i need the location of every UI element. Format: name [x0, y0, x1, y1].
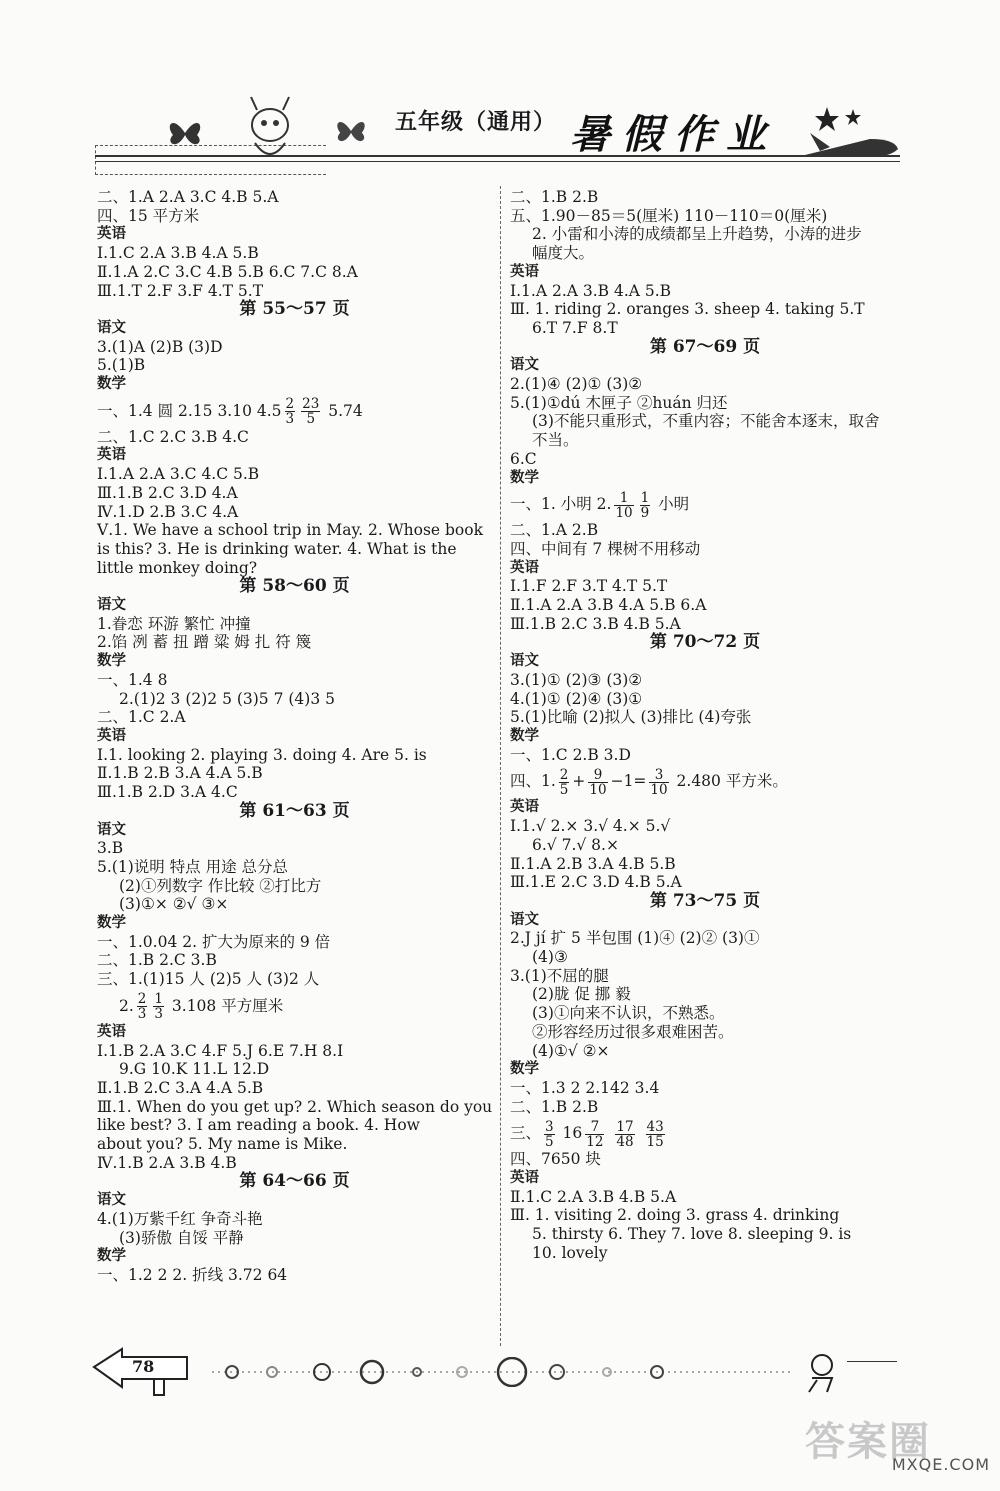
- page-range-heading: [510, 892, 900, 911]
- line-text: 10. lovely: [532, 1243, 608, 1262]
- answer-line: [510, 615, 900, 634]
- answer-line: [97, 671, 492, 690]
- line-text: 四、中间有 7 棵树不用移动: [510, 539, 701, 558]
- grade-label: 五年级（通用）: [395, 109, 557, 135]
- answer-line: [510, 817, 900, 836]
- line-text: 数学: [97, 376, 126, 393]
- line-text: about you? 5. My name is Mike.: [97, 1135, 348, 1154]
- line-text: Ⅰ.1.√ 2.× 3.√ 4.× 5.√: [510, 817, 671, 836]
- line-text: 英语: [510, 559, 539, 576]
- page-range-heading: [97, 1172, 492, 1191]
- answer-line: [97, 1266, 492, 1285]
- answer-line: [97, 746, 492, 765]
- line-text: 一、1. 小明 2.: [510, 495, 612, 514]
- line-text: Ⅰ.1.F 2.F 3.T 4.T 5.T: [510, 577, 668, 596]
- line-text: Ⅱ.1.B 2.B 3.A 4.A 5.B: [97, 764, 263, 783]
- answer-column-right: [510, 188, 900, 1263]
- line-text: 数学: [510, 1061, 539, 1078]
- line-text: like best? 3. I am reading a book. 4. How: [97, 1116, 420, 1135]
- line-text: 一、1.3 2 2.142 3.4: [510, 1078, 660, 1097]
- subject-heading: [97, 375, 492, 394]
- line-text: 英语: [510, 263, 539, 280]
- answer-line: 四、1. $\frac{2}{5}$ + $\frac{9}{10}$ −1= $\frac{3}{10}$ 2.480 平方米。: [510, 766, 788, 798]
- line-text: Ⅲ.1.B 2.C 3.D 4.A: [97, 483, 238, 502]
- answer-line: [97, 207, 492, 226]
- line-text: 语文: [510, 911, 539, 928]
- page-range-heading: [97, 577, 492, 596]
- answer-line: 一、1.4 圆 2.15 3.10 4.5 $\frac{2}{3}$ $\frac{23}{5}$ 5.74: [97, 396, 363, 428]
- line-text: 英语: [510, 799, 539, 816]
- answer-line: 三、 $\frac{3}{5}$ 16 $\frac{7}{12}$ $\frac{17}{48}$ $\frac{43}{15}$: [510, 1118, 664, 1150]
- answer-line: [97, 1210, 492, 1229]
- answer-line: [510, 836, 900, 855]
- line-text: 一、1.0.04 2. 扩大为原来的 9 倍: [97, 932, 331, 951]
- line-text: Ⅱ.1.A 2.B 3.A 4.B 5.B: [510, 854, 676, 873]
- answer-line: [510, 207, 900, 226]
- answer-line: [97, 540, 492, 559]
- line-text: Ⅲ.1.T 2.F 3.F 4.T 5.T: [97, 281, 264, 300]
- line-text: (3)①向来不认识，不熟悉。: [532, 1004, 725, 1023]
- answer-line: [510, 431, 900, 450]
- line-text: 4.(1)① (2)④ (3)①: [510, 689, 643, 708]
- answer-line: [97, 970, 492, 989]
- line-text: 第 67～69 页: [649, 336, 761, 357]
- subject-heading: [97, 727, 492, 746]
- subject-heading: [510, 727, 900, 746]
- line-text: 3.(1)① (2)③ (3)②: [510, 670, 643, 689]
- answer-line: [510, 282, 900, 301]
- subject-heading: [510, 911, 900, 930]
- answer-line: [510, 855, 900, 874]
- line-text: 二、1.C 2.C 3.B 4.C: [97, 427, 249, 446]
- watermark-logo: 答案圈: [805, 1419, 931, 1465]
- line-text: Ⅱ.1.A 2.A 3.B 4.A 5.B 6.A: [510, 596, 707, 615]
- book-title: 暑假作业: [570, 111, 778, 158]
- answer-line: [510, 188, 900, 207]
- subject-heading: [97, 1247, 492, 1266]
- line-text: 3.B: [97, 839, 124, 858]
- line-text: 第 61～63 页: [239, 800, 350, 821]
- line-text: 第 73～75 页: [649, 890, 761, 911]
- answer-line: [510, 540, 900, 559]
- page-range-heading: [97, 802, 492, 821]
- page-range-heading: [510, 633, 900, 652]
- answer-line: [97, 877, 492, 896]
- line-text: 3.(1)不屈的腿: [510, 966, 609, 985]
- rocket-icon: [800, 125, 900, 170]
- line-text: (2)①列数字 作比较 ②打比方: [119, 876, 322, 895]
- line-text: 5.(1)①dú 木匣子 ②huán 归还: [510, 393, 728, 412]
- line-text: 四、7650 块: [510, 1150, 601, 1169]
- fraction: $\frac{43}{15}$: [646, 1118, 664, 1150]
- line-text: 二、1.C 2.A: [97, 708, 186, 727]
- page-range-heading: [510, 338, 900, 357]
- subject-heading: [97, 1191, 492, 1210]
- line-text: Ⅲ.1.B 2.D 3.A 4.C: [97, 783, 238, 802]
- line-text: 二、1.B 2.B: [510, 1097, 599, 1116]
- line-text: 语文: [97, 597, 126, 614]
- answer-line: [510, 596, 900, 615]
- fraction: $\frac{3}{5}$: [545, 1118, 554, 1150]
- line-text: 数学: [510, 469, 539, 486]
- answer-line: [97, 783, 492, 802]
- line-text: 2.J jí 扩 5 半包围 (1)④ (2)② (3)①: [510, 929, 760, 948]
- subject-heading: [510, 1060, 900, 1079]
- line-text: 幅度大。: [532, 244, 595, 263]
- answer-line: [510, 985, 900, 1004]
- answer-line: [510, 929, 900, 948]
- line-text: Ⅱ.1.C 2.A 3.B 4.B 5.A: [510, 1187, 677, 1206]
- subject-heading: [97, 1023, 492, 1042]
- answer-line: [510, 1023, 900, 1042]
- fraction: $\frac{2}{3}$: [285, 396, 295, 428]
- answer-line: [97, 282, 492, 301]
- subject-heading: [510, 356, 900, 375]
- answer-line: [97, 708, 492, 727]
- answer-line: [510, 1225, 900, 1244]
- line-text: 5.(1)B: [97, 356, 146, 375]
- answer-line: [510, 394, 900, 413]
- line-text: 2.馅 冽 蓄 扭 蹭 粱 姆 扎 符 篾: [97, 633, 312, 652]
- answer-line: [97, 1135, 492, 1154]
- line-text: 第 64～66 页: [239, 1171, 350, 1192]
- line-text: 五、1.90－85＝5(厘米) 110－110＝0(厘米): [510, 206, 828, 225]
- answer-line: [97, 1154, 492, 1173]
- answer-line: [97, 839, 492, 858]
- line-text: 二、1.A 2.A 3.C 4.B 5.A: [97, 188, 279, 206]
- line-text: 2. 小雷和小涛的成绩都呈上升趋势，小涛的进步: [532, 225, 862, 244]
- line-text: Ⅳ.1.B 2.A 3.B 4.B: [97, 1153, 237, 1172]
- line-text: 2.: [119, 996, 134, 1015]
- line-text: 第 58～60 页: [239, 576, 350, 597]
- answer-line: [510, 375, 900, 394]
- subject-heading: [97, 596, 492, 615]
- line-text: 数学: [510, 727, 539, 744]
- subject-heading: [97, 652, 492, 671]
- answer-line: [510, 1206, 900, 1225]
- line-text: 5.(1)比喻 (2)拟人 (3)排比 (4)夸张: [510, 708, 752, 727]
- answer-line: [97, 1116, 492, 1135]
- subject-heading: [97, 914, 492, 933]
- line-text: 5. thirsty 6. They 7. love 8. sleeping 9. is: [532, 1225, 852, 1244]
- line-text: 5.(1)说明 特点 用途 总分总: [97, 857, 289, 876]
- line-text: 语文: [97, 319, 126, 336]
- line-text: 第 70～72 页: [649, 632, 761, 653]
- line-text: 二、1.A 2.B: [510, 521, 599, 540]
- line-text: (3)骄傲 自馁 平静: [119, 1228, 244, 1247]
- line-text: Ⅰ.1. looking 2. playing 3. doing 4. Are 5. is: [97, 745, 427, 764]
- line-text: 二、1.B 2.C 3.B: [97, 951, 217, 970]
- answer-line: [97, 188, 492, 207]
- line-text: 英语: [97, 226, 126, 243]
- line-text: Ⅲ. 1. visiting 2. doing 3. grass 4. drinking: [510, 1206, 840, 1225]
- fraction: $\frac{2}{3}$: [137, 991, 147, 1023]
- page-footer: [92, 1345, 900, 1400]
- answer-line: [510, 244, 900, 263]
- answer-line: [97, 764, 492, 783]
- line-text: 6.√ 7.√ 8.×: [532, 835, 619, 854]
- answer-line: [97, 633, 492, 652]
- line-text: 语文: [510, 653, 539, 670]
- subject-heading: [97, 225, 492, 244]
- line-text: 第 55～57 页: [239, 299, 350, 320]
- mascot-runner-icon: [797, 1350, 847, 1395]
- answer-line: [97, 1042, 492, 1061]
- line-text: 数学: [97, 915, 126, 932]
- fraction: $\frac{23}{5}$: [302, 396, 320, 428]
- answer-line: [97, 244, 492, 263]
- line-text: (3)①× ②√ ③×: [119, 895, 229, 914]
- answer-line: [97, 951, 492, 970]
- line-text: 一、1.2 2 2. 折线 3.72 64: [97, 1265, 288, 1284]
- answer-line: [97, 690, 492, 709]
- answer-line: [97, 615, 492, 634]
- line-text: Ⅰ.1.C 2.A 3.B 4.A 5.B: [97, 244, 259, 263]
- subject-heading: [97, 821, 492, 840]
- answer-line: [97, 559, 492, 578]
- answer-line: [510, 319, 900, 338]
- line-text: 2.(1)④ (2)① (3)②: [510, 375, 643, 394]
- line-text: 3.(1)A (2)B (3)D: [97, 337, 223, 356]
- line-text: 2.(1)2 3 (2)2 5 (3)5 7 (4)3 5: [119, 689, 335, 708]
- decorative-circles: [212, 1357, 792, 1387]
- line-text: 语文: [97, 821, 126, 838]
- fraction: $\frac{2}{5}$: [559, 766, 569, 798]
- line-text: 4.(1)万紫千红 争奇斗艳: [97, 1209, 263, 1228]
- answer-line: [97, 465, 492, 484]
- page-range-heading: [97, 300, 492, 319]
- answer-line: [97, 895, 492, 914]
- line-text: Ⅲ.1. When do you get up? 2. Which season do you: [97, 1097, 493, 1116]
- answer-line: [510, 225, 900, 244]
- answer-line: [510, 746, 900, 765]
- fraction: $\frac{17}{48}$: [616, 1118, 634, 1150]
- line-text: 三、: [510, 1124, 542, 1143]
- fraction: $\frac{7}{12}$: [586, 1118, 604, 1150]
- subject-heading: [97, 446, 492, 465]
- subject-heading: [510, 559, 900, 578]
- fraction: $\frac{1}{9}$: [640, 489, 650, 521]
- line-text: Ⅲ. 1. riding 2. oranges 3. sheep 4. taking 5.T: [510, 300, 865, 319]
- line-text: 不当。: [532, 431, 579, 450]
- line-text: 一、1.C 2.B 3.D: [510, 745, 631, 764]
- subject-heading: [510, 798, 900, 817]
- line-text: (2)胧 促 挪 毅: [532, 985, 631, 1004]
- answer-line: 2. $\frac{2}{3}$ $\frac{1}{3}$ 3.108 平方厘米: [119, 991, 284, 1023]
- answer-line: [97, 1060, 492, 1079]
- answer-line: [510, 1098, 900, 1117]
- line-text: little monkey doing?: [97, 558, 258, 577]
- answer-line: [97, 503, 492, 522]
- answer-line: [510, 450, 900, 469]
- line-text: Ⅰ.1.A 2.A 3.C 4.C 5.B: [97, 465, 260, 484]
- line-text: is this? 3. He is drinking water. 4. What is the: [97, 539, 457, 558]
- line-text: 9.G 10.K 11.L 12.D: [119, 1060, 270, 1079]
- line-text: 数学: [97, 1248, 126, 1265]
- line-text: 英语: [97, 727, 126, 744]
- watermark-url: MXQE.COM: [891, 1455, 990, 1474]
- answer-line: [97, 428, 492, 447]
- page-header: [95, 95, 900, 175]
- line-text: 英语: [97, 447, 126, 464]
- answer-line: [510, 1244, 900, 1263]
- line-text: 一、1.4 圆 2.15 3.10 4.5: [97, 401, 282, 420]
- answer-line: [510, 412, 900, 431]
- line-text: 四、1.: [510, 772, 556, 791]
- line-text: (3)不能只重形式，不重内容；不能舍本逐末，取舍: [532, 412, 880, 431]
- line-text: 四、15 平方米: [97, 206, 200, 225]
- answer-line: [510, 1188, 900, 1207]
- line-text: 一、1.4 8: [97, 670, 168, 689]
- answer-line: [510, 577, 900, 596]
- butterfly-icon: [333, 113, 369, 149]
- answer-line: [510, 690, 900, 709]
- line-text: Ⅴ.1. We have a school trip in May. 2. Whose book: [97, 521, 483, 540]
- line-text: 二、1.B 2.B: [510, 188, 599, 206]
- answer-line: [97, 1098, 492, 1117]
- answer-line: 一、1. 小明 2. $\frac{1}{10}$ $\frac{1}{9}$ 小明: [510, 489, 690, 521]
- answer-line: [97, 484, 492, 503]
- answer-line: [510, 671, 900, 690]
- answer-line: [510, 300, 900, 319]
- subject-heading: [97, 319, 492, 338]
- line-text: 语文: [510, 357, 539, 374]
- line-text: ②形容经历过很多艰难困苦。: [532, 1022, 734, 1041]
- line-text: 英语: [510, 1170, 539, 1187]
- line-text: 6.T 7.F 8.T: [532, 318, 618, 337]
- line-text: Ⅱ.1.B 2.C 3.A 4.A 5.B: [97, 1078, 264, 1097]
- butterfly-icon: [165, 113, 205, 153]
- answer-line: [97, 263, 492, 282]
- line-text: (4)①√ ②×: [532, 1041, 610, 1060]
- line-text: Ⅳ.1.D 2.B 3.C 4.A: [97, 502, 239, 521]
- subject-heading: [510, 652, 900, 671]
- line-text: 1.眷恋 环游 繁忙 冲撞: [97, 614, 251, 633]
- page-number: 78: [132, 1357, 155, 1376]
- answer-line: [510, 967, 900, 986]
- answer-line: [97, 1229, 492, 1248]
- fraction: $\frac{9}{10}$: [589, 766, 607, 798]
- answer-line: [510, 1042, 900, 1061]
- answer-line: [510, 1079, 900, 1098]
- line-text: Ⅲ.1.E 2.C 3.D 4.B 5.A: [510, 873, 682, 892]
- answer-line: [510, 873, 900, 892]
- answer-column-left: [97, 188, 492, 1285]
- line-text: 语文: [97, 1192, 126, 1209]
- line-text: Ⅰ.1.B 2.A 3.C 4.F 5.J 6.E 7.H 8.I: [97, 1041, 344, 1060]
- line-text: 6.C: [510, 449, 537, 468]
- line-text: 数学: [97, 653, 126, 670]
- line-text: Ⅰ.1.A 2.A 3.B 4.A 5.B: [510, 281, 672, 300]
- line-text: (4)③: [532, 948, 568, 967]
- answer-line: [97, 338, 492, 357]
- fraction: $\frac{3}{10}$: [650, 766, 668, 798]
- answer-line: [97, 858, 492, 877]
- answer-line: [97, 521, 492, 540]
- line-text: 英语: [97, 1023, 126, 1040]
- answer-line: [510, 708, 900, 727]
- fraction: $\frac{1}{3}$: [154, 991, 163, 1023]
- line-text: Ⅲ.1.B 2.C 3.B 4.B 5.A: [510, 614, 681, 633]
- line-text: 三、1.(1)15 人 (2)5 人 (3)2 人: [97, 970, 320, 989]
- subject-heading: [510, 263, 900, 282]
- subject-heading: [510, 469, 900, 488]
- column-divider: [500, 186, 501, 1346]
- header-rule: [95, 155, 900, 162]
- subject-heading: [510, 1169, 900, 1188]
- footer-rule: [847, 1361, 897, 1362]
- answer-line: [510, 1150, 900, 1169]
- answer-line: [97, 933, 492, 952]
- answer-line: [510, 948, 900, 967]
- answer-line: [510, 1004, 900, 1023]
- fraction: $\frac{1}{10}$: [615, 489, 633, 521]
- line-text: Ⅱ.1.A 2.C 3.C 4.B 5.B 6.C 7.C 8.A: [97, 262, 358, 281]
- answer-line: [510, 521, 900, 540]
- answer-line: [97, 356, 492, 375]
- answer-line: [97, 1079, 492, 1098]
